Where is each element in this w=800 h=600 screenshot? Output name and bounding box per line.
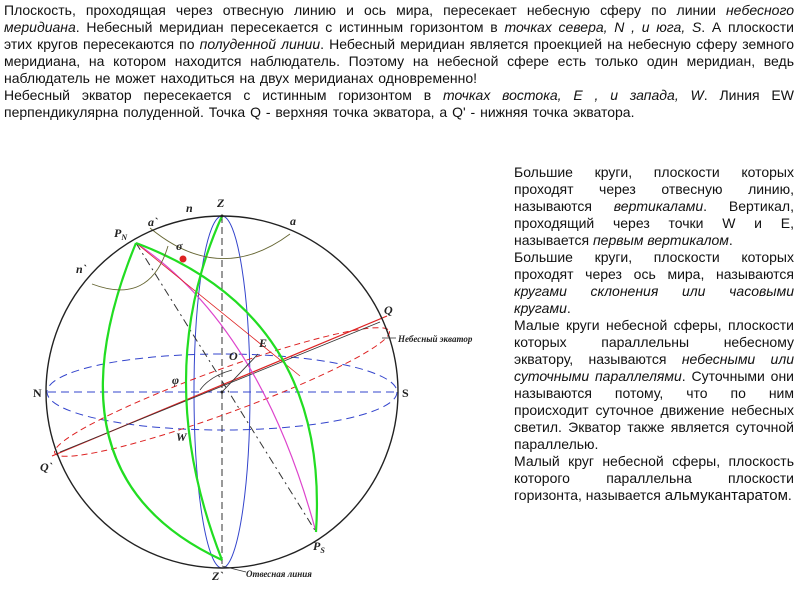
text-span: Небесный экватор пересекается с истинным горизонтом в bbox=[4, 87, 444, 103]
label-n: n bbox=[186, 201, 193, 215]
label-q: Q bbox=[384, 303, 393, 317]
label-south: S bbox=[402, 386, 409, 400]
paragraph-parallels bbox=[514, 317, 794, 453]
paragraph-hour-circles bbox=[514, 249, 794, 317]
label-q-prime: Q` bbox=[40, 460, 53, 474]
text-span: Малые круги небесной сферы, плоскости которых параллельны небесному экватору, называются bbox=[514, 317, 794, 367]
term-daily-parallels: небесными или суточными параллелями bbox=[514, 351, 795, 384]
label-pole-north: $P_N$ bbox=[114, 226, 128, 242]
term-north-south: точках севера, N , и юга, S bbox=[504, 19, 702, 35]
label-phi: φ bbox=[172, 373, 180, 387]
term-east-west: точках востока, Е , и запада, W bbox=[443, 87, 704, 103]
paragraph-equator bbox=[4, 87, 794, 121]
term-first-vertical: первым вертикалом bbox=[592, 232, 729, 248]
paragraph-verticals bbox=[514, 164, 794, 249]
label-center: O bbox=[229, 349, 238, 363]
term-noon-line: полуденной линии bbox=[199, 36, 321, 52]
label-n-prime: n` bbox=[76, 262, 87, 276]
label-nadir: Z` bbox=[212, 569, 224, 583]
celestial-meridian-green bbox=[103, 243, 222, 560]
celestial-sphere-diagram bbox=[0, 176, 512, 600]
star-sigma-point bbox=[180, 256, 187, 263]
term-hour-circles: кругами склонения или часовыми кругами bbox=[514, 283, 794, 316]
label-east: E bbox=[259, 336, 268, 350]
right-paragraphs bbox=[514, 164, 794, 504]
text-span: Плоскость, проходящая через отвесную линию и ось мира, пересекает небесную сферу по линии bbox=[4, 2, 726, 18]
text-span: . Небесный меридиан является проекцией на небесную сферу земного меридиана, на котором находится наблюдатель. Поэтому на небесной сфере есть только один меридиан, ведь наблюдатель не может находиться на двух меридианах одновременно! bbox=[4, 36, 794, 86]
zenith-point bbox=[221, 215, 224, 218]
label-sigma: σ bbox=[176, 239, 183, 253]
red-thin-line bbox=[136, 243, 300, 376]
text-span: . Суточными они называются потому, что по ним происходит суточное движение небесных светил. Экватор также является суточной параллелью. bbox=[514, 368, 794, 452]
text-span: . Линия EW перпендикулярна полуденной. Точка Q - верхняя точка экватора, а Q' - нижняя точка экватора. bbox=[4, 87, 794, 120]
term-celestial-meridian: небесного меридиана bbox=[4, 2, 794, 35]
top-paragraphs bbox=[4, 2, 794, 121]
text-span: . bbox=[787, 487, 792, 503]
label-celestial-equator: Небесный экватор bbox=[398, 334, 473, 344]
almucantar-arc-top bbox=[150, 228, 290, 259]
text-span: Малый круг небесной сферы, плоскость которого параллельна плоскости горизонта, называется bbox=[514, 453, 794, 503]
text-span: . А плоскости этих кругов пересекаются по bbox=[4, 19, 794, 52]
center-point bbox=[221, 391, 224, 394]
text-span: . Небесный меридиан пересекается с истинным горизонтом в bbox=[75, 19, 505, 35]
label-a: a bbox=[290, 214, 296, 228]
text-span: . Вертикал, проходящий через точки W и E, называется bbox=[514, 198, 794, 248]
label-pole-south: $P_S$ bbox=[313, 539, 325, 555]
label-plumb-line: Отвесная линия bbox=[246, 569, 312, 579]
paragraph-almucantar bbox=[514, 453, 794, 504]
label-zenith: Z bbox=[217, 196, 225, 210]
paragraph-meridian bbox=[4, 2, 794, 87]
text-span: Большие круги, плоскости которых проходят через ось мира, называются bbox=[514, 249, 794, 282]
text-span: Большие круги, плоскости которых проходят через отвесную линию, называются bbox=[514, 164, 794, 214]
label-a-prime: a` bbox=[148, 215, 158, 229]
label-north: N bbox=[33, 386, 42, 400]
term-almucantar: альмукантаратом bbox=[664, 487, 788, 504]
text-span: . bbox=[728, 232, 733, 248]
text-span: . bbox=[566, 300, 571, 316]
term-verticals: вертикалами bbox=[613, 198, 704, 214]
label-west: W bbox=[176, 430, 187, 444]
